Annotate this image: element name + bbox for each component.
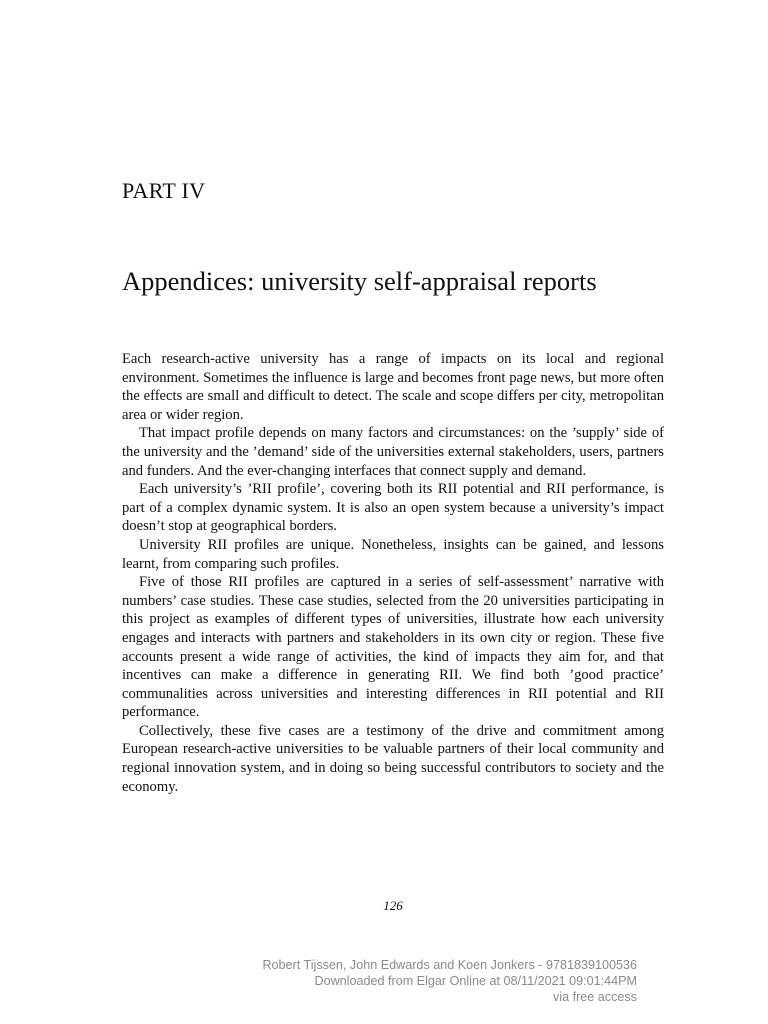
paragraph: Collectively, these five cases are a testimony of the drive and commitment among European research-active universities to be valuable partners of their local community and regional innovation system, and in doing so being successful contributors to society and the economy. bbox=[122, 722, 664, 795]
paragraph: Each university’s ’RII profile’, covering both its RII potential and RII performance, is part of a complex dynamic system. It is also an open system because a university’s impact doesn’t stop at geographical borders. bbox=[122, 481, 664, 535]
chapter-title: Appendices: university self-appraisal reports bbox=[122, 266, 597, 296]
footer-download-line: Downloaded from Elgar Online at 08/11/2021 09:01:44PM bbox=[314, 974, 637, 988]
paragraph: Each research-active university has a range of impacts on its local and regional environment. Sometimes the influence is large and becomes front page news, but more often the effects are small and difficult to detect. The scale and scope differs per city, metropolitan area or wider region. bbox=[122, 351, 664, 423]
footer-access-line: via free access bbox=[553, 990, 637, 1004]
part-label: PART IV bbox=[122, 178, 206, 203]
paragraph: That impact profile depends on many factors and circumstances: on the ’supply’ side of the university and the ’demand’ side of the universities external stakeholders, users, partners and funders. And the ever-changing interfaces that connect supply and demand. bbox=[122, 425, 664, 479]
body-text bbox=[122, 350, 664, 796]
footer-authors-line: Robert Tijssen, John Edwards and Koen Jonkers - 9781839100536 bbox=[262, 958, 637, 972]
page-number: 126 bbox=[383, 898, 403, 913]
download-footer bbox=[262, 957, 637, 1005]
paragraph: Five of those RII profiles are captured in a series of self-assessment’ narrative with numbers’ case studies. These case studies, selected from the 20 universities participating in this project as examples of different types of universities, illustrate how each university engages and interacts with partners and stakeholders in its own city or region. These five accounts present a wide range of activities, the kind of impacts they aim for, and that incentives can make a difference in generating RII. We find both ’good practice’ communalities across universities and interesting differences in RII potential and RII performance. bbox=[122, 574, 664, 721]
paragraph: University RII profiles are unique. Nonetheless, insights can be gained, and lessons learnt, from comparing such profiles. bbox=[122, 536, 664, 572]
